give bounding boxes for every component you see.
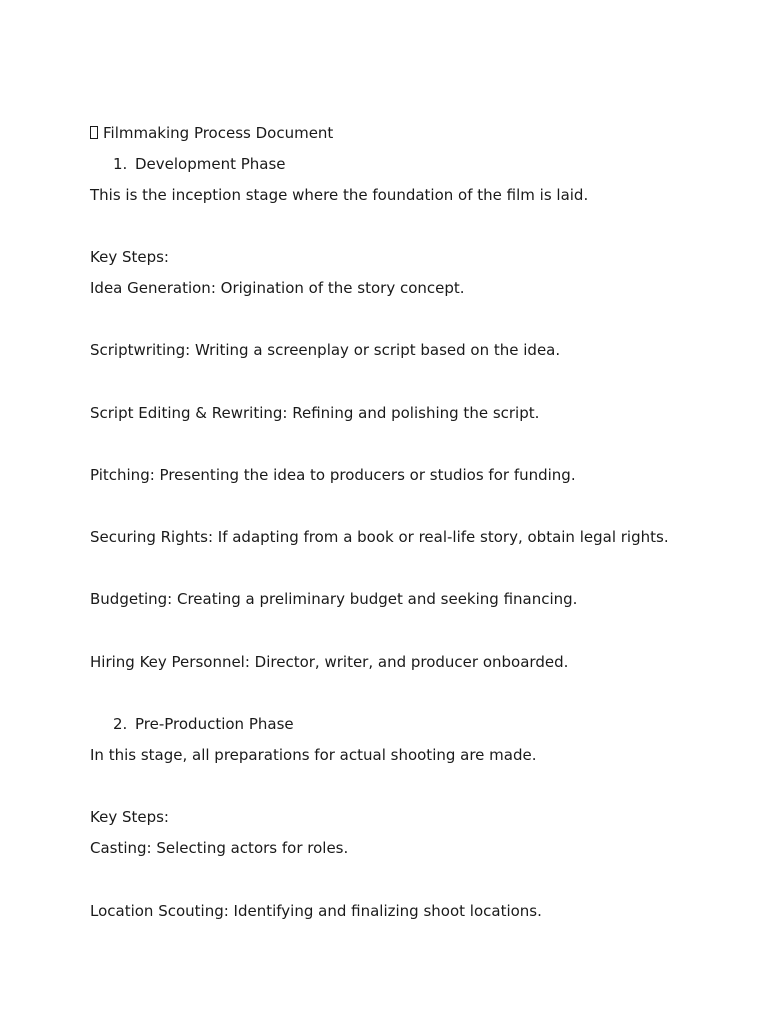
key-steps-label: Key Steps: [90, 248, 169, 266]
section-intro: This is the inception stage where the foundation of the film is laid. [90, 186, 589, 204]
step-item: Scriptwriting: Writing a screenplay or script based on the idea. [90, 341, 561, 359]
step-item: Location Scouting: Identifying and finalizing shoot locations. [90, 902, 542, 920]
missing-glyph-icon [90, 126, 98, 139]
section-heading-development [113, 154, 286, 174]
step-item: Budgeting: Creating a preliminary budget and seeking financing. [90, 590, 578, 608]
section-heading: Pre-Production Phase [135, 715, 294, 733]
step-item: Pitching: Presenting the idea to producers or studios for funding. [90, 466, 576, 484]
step-item: Securing Rights: If adapting from a book or real-life story, obtain legal rights. [90, 528, 669, 546]
section-intro: In this stage, all preparations for actual shooting are made. [90, 746, 537, 764]
step-item: Casting: Selecting actors for roles. [90, 839, 349, 857]
key-steps-label: Key Steps: [90, 808, 169, 826]
section-heading-preproduction [113, 714, 294, 734]
section-number: 2. [113, 715, 128, 733]
section-number: 1. [113, 155, 128, 173]
document-title: Filmmaking Process Document [103, 124, 334, 142]
section-heading: Development Phase [135, 155, 286, 173]
step-item: Script Editing & Rewriting: Refining and polishing the script. [90, 404, 540, 422]
step-item: Hiring Key Personnel: Director, writer, and producer onboarded. [90, 653, 569, 671]
step-item: Idea Generation: Origination of the story concept. [90, 279, 465, 297]
document-title-line [90, 123, 333, 143]
